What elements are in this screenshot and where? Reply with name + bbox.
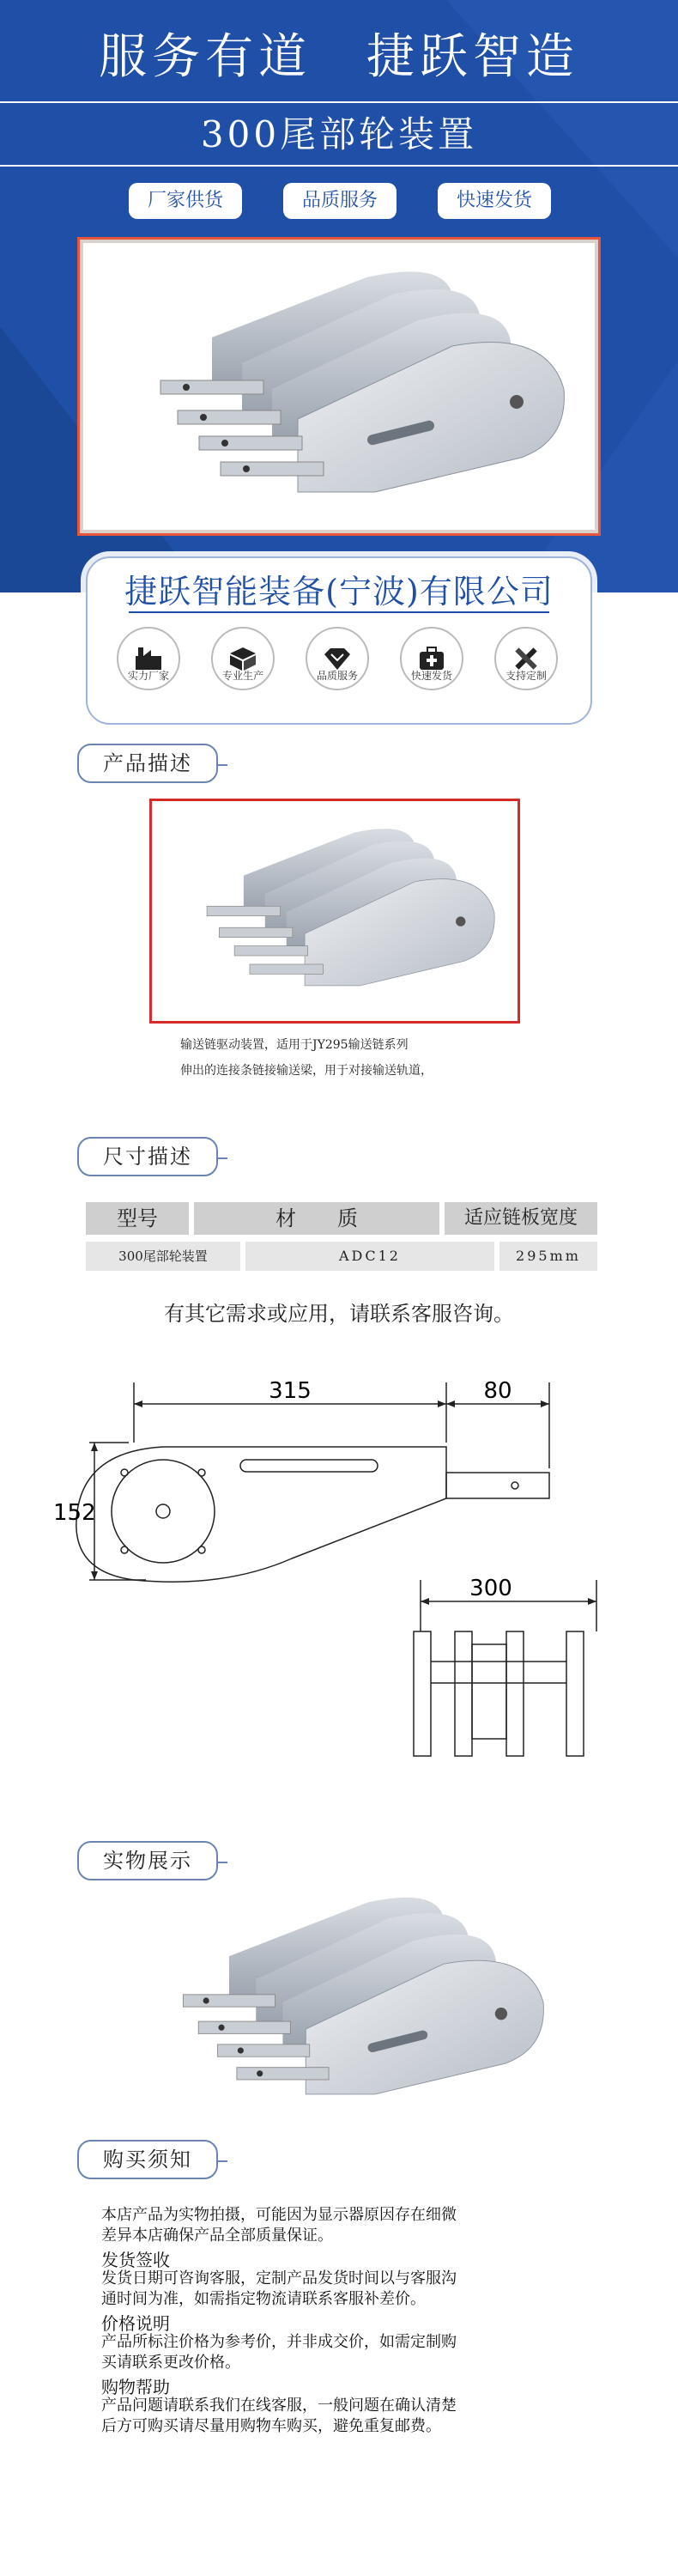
- hero-image-frame: [77, 237, 601, 536]
- table-header-width: 适应链板宽度: [445, 1202, 597, 1235]
- notice-price-2: 买请联系更改价格。: [101, 2354, 240, 2372]
- hero-product-image: [83, 243, 595, 530]
- section-title-real: 实物展示: [77, 1841, 218, 1880]
- table-header-model: 型号: [86, 1202, 189, 1235]
- pill-fast-shipping: 快速发货: [438, 183, 551, 219]
- feature-customization: [492, 627, 560, 683]
- notice-heading-shipping: 发货签收: [101, 2250, 170, 2270]
- dim-315-label: 315: [269, 1378, 312, 1404]
- description-image-frame: [149, 799, 520, 1024]
- feature-strong-factory: [114, 627, 183, 683]
- description-line-1: 输送链驱动装置，适用于JY295输送链系列: [180, 1038, 409, 1052]
- feature-professional-production: [209, 627, 277, 683]
- dim-80-label: 80: [483, 1378, 512, 1404]
- table-cell-width: 295mm: [499, 1242, 597, 1271]
- slogan: [0, 19, 678, 88]
- feature-label: 实力厂家: [127, 670, 169, 682]
- real-product-image: [112, 1872, 575, 2129]
- company-underline: [129, 611, 549, 613]
- product-title: 300尾部轮装置: [200, 113, 478, 155]
- dim-300-label: 300: [469, 1576, 512, 1601]
- table-header-material: 材 质: [194, 1202, 439, 1235]
- feature-label: 专业生产: [221, 670, 263, 682]
- table-cell-material: ADC12: [245, 1242, 494, 1271]
- notice-heading-price: 价格说明: [101, 2313, 170, 2334]
- notice-heading-help: 购物帮助: [101, 2377, 170, 2397]
- slogan-right: 捷跃智造: [366, 29, 579, 85]
- feature-label: 品质服务: [316, 670, 358, 682]
- pill-quality-service: 品质服务: [283, 183, 397, 219]
- section-title-size: 尺寸描述: [77, 1137, 218, 1176]
- feature-label: 支持定制: [505, 670, 547, 682]
- description-line-2: 伸出的连接条链接输送梁，用于对接输送轨道，: [180, 1064, 433, 1078]
- contact-note: 有其它需求或应用，请联系客服咨询。: [164, 1302, 514, 1326]
- notice-help-1: 产品问题请联系我们在线客服，一般问题在确认清楚: [101, 2397, 457, 2415]
- description-product-image: [152, 801, 518, 1021]
- section-title-notice: 购买须知: [77, 2140, 218, 2179]
- section-title-description: 产品描述: [77, 744, 218, 783]
- table-cell-model: 300尾部轮装置: [86, 1242, 240, 1271]
- notice-intro-1: 本店产品为实物拍摄，可能因为显示器原因存在细微: [101, 2206, 457, 2224]
- feature-quality-service: [303, 627, 372, 683]
- notice-price-1: 产品所标注价格为参考价，并非成交价，如需定制购: [101, 2333, 457, 2351]
- feature-label: 快速发货: [410, 670, 452, 682]
- technical-drawing: [51, 1374, 635, 1769]
- feature-fast-shipping: [397, 627, 466, 683]
- company-name: 捷跃智能装备(宁波)有限公司: [124, 573, 554, 611]
- dim-152-label: 152: [53, 1500, 96, 1526]
- pill-factory-supply: 厂家供货: [129, 183, 242, 219]
- slogan-left: 服务有道: [99, 29, 312, 85]
- notice-shipping-2: 通时间为准，如需指定物流请联系客服补差价。: [101, 2290, 426, 2308]
- notice-shipping-1: 发货日期可咨询客服，定制产品发货时间以与客服沟: [101, 2269, 457, 2287]
- notice-intro-2: 差异本店确保产品全部质量保证。: [101, 2227, 333, 2245]
- notice-help-2: 后方可购买请尽量用购物车购买，避免重复邮费。: [101, 2417, 441, 2435]
